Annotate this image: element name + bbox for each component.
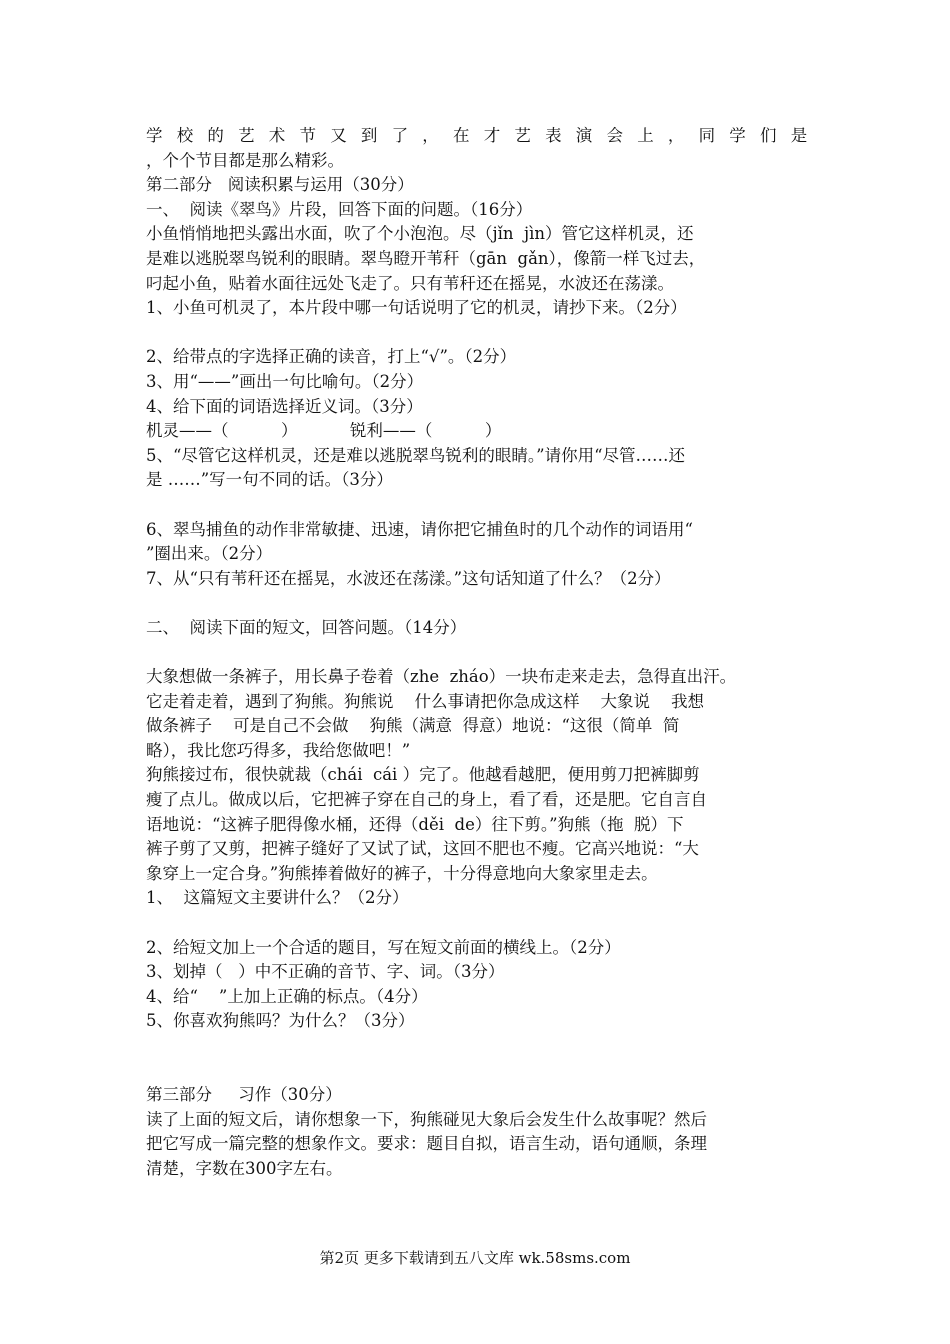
part3-prompt-line: 清楚，字数在300字左右。 bbox=[146, 1158, 343, 1178]
section2-passage-line: 狗熊接过布，很快就裁（chái cái ）完了。他越看越肥，便用剪刀把裤脚剪 bbox=[146, 765, 700, 785]
section1-question-3: 3、用“——”画出一句比喻句。（2分） bbox=[146, 371, 424, 391]
part3-heading: 第三部分 习作（30分） bbox=[146, 1085, 342, 1105]
section1-passage-line: 小鱼悄悄地把头露出水面，吹了个小泡泡。尽（jǐn jìn）管它这样机灵，还 bbox=[146, 224, 694, 244]
section2-question-2: 2、给短文加上一个合适的题目，写在短文前面的横线上。（2分） bbox=[146, 937, 621, 957]
section1-passage-line: 是难以逃脱翠鸟锐利的眼睛。翠鸟瞪开苇秆（gān gǎn），像箭一样飞过去， bbox=[146, 248, 706, 268]
section1-question-5: 5、“尽管它这样机灵，还是难以逃脱翠鸟锐利的眼睛。”请你用“尽管……还 bbox=[146, 445, 686, 465]
intro-line-1: 学校的艺术节又到了，在才艺表演会上，同学们是 bbox=[146, 126, 822, 145]
section2-passage-line: 象穿上一定合身。”狗熊捧着做好的裤子，十分得意地向大象家里走去。 bbox=[146, 863, 658, 883]
section2-passage-line: 它走着走着，遇到了狗熊。狗熊说 什么事请把你急成这样 大象说 我想 bbox=[146, 691, 704, 711]
section1-question-4-answer: 机灵——（ ） 锐利——（ ） bbox=[146, 421, 502, 441]
section2-question-1: 1、 这篇短文主要讲什么？（2分） bbox=[146, 888, 409, 908]
answer-space bbox=[146, 1034, 810, 1059]
answer-space bbox=[146, 1059, 810, 1084]
section2-passage-line: 大象想做一条裤子，用长鼻子卷着（zhe zháo）一块布走来走去，急得直出汗。 bbox=[146, 667, 737, 687]
answer-space bbox=[146, 911, 810, 936]
section2-question-3: 3、划掉（ ）中不正确的音节、字、词。（3分） bbox=[146, 962, 505, 982]
section2-passage-line: 裤子剪了又剪，把裤子缝好了又试了试，这回不肥也不瘦。它高兴地说：“大 bbox=[146, 839, 699, 859]
section1-question-6-cont: ”圈出来。（2分） bbox=[146, 544, 273, 564]
section1-title: 一、 阅读《翠鸟》片段，回答下面的问题。（16分） bbox=[146, 199, 533, 219]
section1-question-1: 1、小鱼可机灵了，本片段中哪一句话说明了它的机灵，请抄下来。（2分） bbox=[146, 298, 687, 318]
section1-passage-line: 叼起小鱼，贴着水面往远处飞走了。只有苇秆还在摇晃，水波还在荡漾。 bbox=[146, 273, 674, 293]
intro-line-2: ，个个节目都是那么精彩。 bbox=[146, 150, 344, 170]
answer-space bbox=[146, 591, 810, 616]
page-footer: 第2页 更多下载请到五八文库 wk.58sms.com bbox=[319, 1249, 631, 1267]
section2-passage-line: 瘦了点儿。做成以后，它把裤子穿在自己的身上，看了看，还是肥。它自言自 bbox=[146, 790, 707, 810]
answer-space bbox=[146, 321, 810, 346]
answer-space bbox=[146, 493, 810, 518]
section2-passage-line: 做条裤子 可是自己不会做 狗熊（满意 得意）地说：“这很（简单 简 bbox=[146, 716, 680, 736]
section1-question-6: 6、翠鸟捕鱼的动作非常敏捷、迅速，请你把它捕鱼时的几个动作的词语用“ bbox=[146, 519, 693, 539]
part2-heading: 第二部分 阅读积累与运用（30分） bbox=[146, 175, 414, 195]
section2-passage-line: 略），我比您巧得多，我给您做吧！” bbox=[146, 740, 411, 760]
section1-question-4: 4、给下面的词语选择近义词。（3分） bbox=[146, 396, 423, 416]
section2-question-5: 5、你喜欢狗熊吗？为什么？（3分） bbox=[146, 1011, 415, 1031]
section2-question-4: 4、给“ ”上加上正确的标点。（4分） bbox=[146, 986, 428, 1006]
document-body bbox=[146, 124, 822, 1182]
section2-title: 二、 阅读下面的短文，回答问题。（14分） bbox=[146, 617, 467, 637]
part3-prompt-line: 读了上面的短文后，请你想象一下，狗熊碰见大象后会发生什么故事呢？然后 bbox=[146, 1109, 707, 1129]
section1-question-5-cont: 是 ……”写一句不同的话。（3分） bbox=[146, 470, 393, 490]
section2-passage-line: 语地说：“这裤子肥得像水桶，还得（děi de）往下剪。”狗熊（拖 脱）下 bbox=[146, 814, 684, 834]
section1-question-7: 7、从“只有苇秆还在摇晃，水波还在荡漾。”这句话知道了什么？（2分） bbox=[146, 568, 671, 588]
section1-question-2: 2、给带点的字选择正确的读音，打上“√”。（2分） bbox=[146, 347, 517, 367]
part3-prompt-line: 把它写成一篇完整的想象作文。要求：题目自拟，语言生动，语句通顺，条理 bbox=[146, 1134, 707, 1154]
title-blank bbox=[146, 640, 810, 665]
